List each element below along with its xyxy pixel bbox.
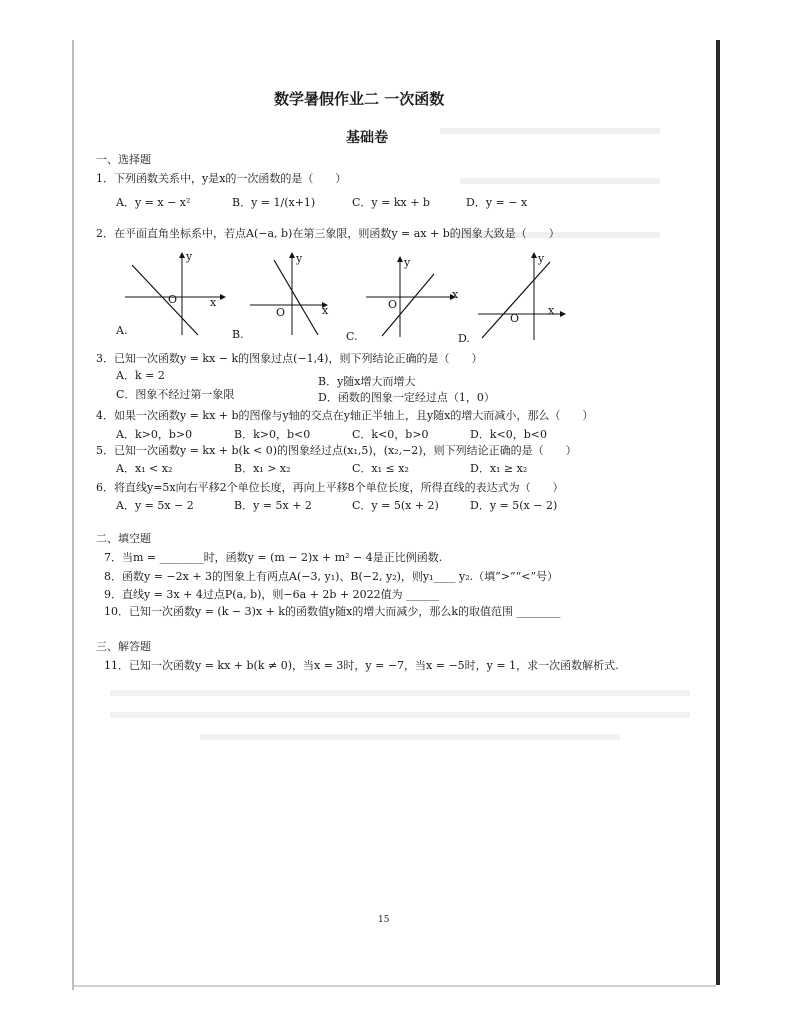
graph-d-origin: O — [510, 312, 520, 325]
q6-stem: 6．将直线y=5x向右平移2个单位长度，再向上平移8个单位长度，所得直线的表达式为（ ） — [96, 481, 564, 494]
q4-option-a: A．k>0，b>0 — [116, 428, 193, 441]
page-number: 15 — [378, 915, 390, 925]
scan-edge-bottom — [74, 985, 716, 987]
q1-option-b: B．y = 1/(x+1) — [232, 196, 316, 209]
function-line — [482, 262, 550, 338]
q7-text: 7．当m = ________时，函数y = (m − 2)x + m² − 4是正比例函数. — [104, 551, 443, 564]
q5-option-b: B．x₁ > x₂ — [234, 462, 291, 475]
q2-option-d: D. — [458, 332, 470, 345]
y-axis-arrow — [531, 252, 537, 258]
section-fill-heading: 二、填空题 — [96, 532, 151, 545]
q2-option-c: C. — [346, 330, 358, 343]
q6-option-d: D．y = 5(x − 2) — [470, 499, 558, 512]
graph-b-y-label: y — [296, 252, 303, 265]
q5-option-c: C．x₁ ≤ x₂ — [352, 462, 409, 475]
q2-option-a: A. — [116, 324, 128, 337]
q4-option-b: B．k>0，b<0 — [234, 428, 311, 441]
y-axis-arrow — [179, 252, 185, 258]
page-subtitle: 基础卷 — [346, 130, 388, 146]
y-axis-arrow — [397, 256, 403, 262]
q6-option-a: A．y = 5x − 2 — [116, 499, 194, 512]
q5-option-d: D．x₁ ≥ x₂ — [470, 462, 528, 475]
q2-graph-b — [240, 250, 350, 340]
q3-option-b: B．y随x增大而增大 — [318, 375, 416, 388]
graph-c-origin: O — [388, 298, 398, 311]
q2-option-b: B. — [232, 328, 244, 341]
q6-option-c: C．y = 5(x + 2) — [352, 499, 439, 512]
graph-b-x-label: x — [322, 304, 329, 317]
q6-option-b: B．y = 5x + 2 — [234, 499, 312, 512]
graph-c-x-label: x — [452, 288, 459, 301]
graph-d-y-label: y — [538, 252, 545, 265]
q10-text: 10．已知一次函数y = (k − 3)x + k的函数值y随x的增大而减少，那么k的取值范围 ________ — [104, 605, 561, 618]
q11-text: 11．已知一次函数y = kx + b(k ≠ 0)，当x = 3时，y = −7，当x = −5时，y = 1，求一次函数解析式. — [104, 659, 619, 672]
function-line — [274, 260, 318, 335]
q4-option-c: C．k<0，b>0 — [352, 428, 429, 441]
q5-option-a: A．x₁ < x₂ — [116, 462, 173, 475]
q1-stem: 1．下列函数关系中，y是x的一次函数的是（ ） — [96, 172, 347, 185]
scan-edge-left — [72, 40, 74, 990]
section-solve-heading: 三、解答题 — [96, 640, 151, 653]
q1-option-d: D．y = − x — [466, 196, 528, 209]
graph-d-x-label: x — [548, 304, 555, 317]
graph-a-x-label: x — [210, 296, 217, 309]
graph-a-y-label: y — [186, 250, 193, 263]
graph-c-y-label: y — [404, 256, 411, 269]
graph-b-origin: O — [276, 306, 286, 319]
q3-stem: 3．已知一次函数y = kx − k的图象过点(−1,4)，则下列结论正确的是（ ） — [96, 352, 483, 365]
q1-option-c: C．y = kx + b — [352, 196, 430, 209]
q3-option-c: C．图象不经过第一象限 — [116, 388, 235, 401]
q3-option-a: A．k = 2 — [116, 369, 165, 382]
graph-a-origin: O — [168, 293, 178, 306]
q1-option-a: A．y = x − x² — [116, 196, 191, 209]
y-axis-arrow — [289, 252, 295, 258]
page-title: 数学暑假作业二 一次函数 — [274, 90, 445, 108]
q9-text: 9．直线y = 3x + 4过点P(a, b)，则−6a + 2b + 2022值为 ______ — [104, 588, 440, 601]
q3-option-d: D．函数的图象一定经过点（1，0） — [318, 391, 495, 404]
function-line — [132, 265, 198, 335]
scan-edge-right — [716, 40, 720, 985]
q5-stem: 5．已知一次函数y = kx + b(k < 0)的图象经过点(x₁,5)，(x₂,−2)，则下列结论正确的是（ ） — [96, 444, 577, 457]
x-axis-arrow — [220, 294, 226, 300]
section-choice-heading: 一、选择题 — [96, 153, 151, 166]
q8-text: 8．函数y = −2x + 3的图象上有两点A(−3, y₁)、B(−2, y₂)，则y₁____ y₂.（填“>”“<”号） — [104, 570, 559, 583]
x-axis-arrow — [560, 311, 566, 317]
q2-stem: 2．在平面直角坐标系中，若点A(−a, b)在第三象限，则函数y = ax + b的图象大致是（ ） — [96, 227, 560, 240]
q2-graph-d — [470, 248, 580, 343]
q4-option-d: D．k<0，b<0 — [470, 428, 547, 441]
q4-stem: 4．如果一次函数y = kx + b的图像与y轴的交点在y轴正半轴上，且y随x的增大而减小，那么（ ） — [96, 409, 594, 422]
